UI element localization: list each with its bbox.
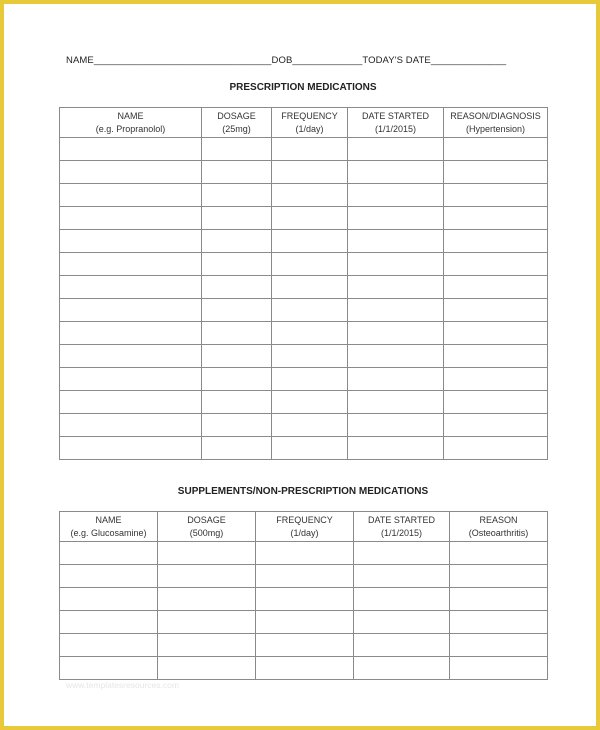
sup-empty-cell [158,565,256,588]
table-row [60,565,548,588]
rx-empty-cell [348,345,444,368]
table-row [60,322,548,345]
rx-empty-cell [60,161,202,184]
prescription-table [59,107,548,460]
rx-empty-cell [202,276,272,299]
rx-empty-cell [202,138,272,161]
rx-empty-cell [60,207,202,230]
sup-empty-cell [450,611,548,634]
sup-empty-cell [354,565,450,588]
sup-empty-cell [354,542,450,565]
rx-empty-cell [202,437,272,460]
rx-empty-cell [272,437,348,460]
table-row [60,207,548,230]
sup-empty-cell [60,611,158,634]
rx-empty-cell [444,207,548,230]
rx-empty-cell [444,184,548,207]
table-row [60,611,548,634]
sup-empty-cell [256,542,354,565]
table-row [60,230,548,253]
rx-empty-cell [60,299,202,322]
sup-empty-cell [158,542,256,565]
sup-empty-cell [60,565,158,588]
table-row [60,414,548,437]
rx-empty-cell [444,230,548,253]
rx-empty-cell [272,207,348,230]
sup-empty-cell [158,657,256,680]
rx-empty-cell [348,437,444,460]
sup-empty-cell [354,657,450,680]
rx-empty-cell [348,414,444,437]
rx-empty-cell [60,253,202,276]
sup-empty-cell [60,634,158,657]
rx-empty-cell [60,138,202,161]
rx-empty-cell [60,184,202,207]
rx-empty-cell [272,414,348,437]
rx-header-frequency: FREQUENCY (1/day) [272,108,348,138]
rx-empty-cell [272,161,348,184]
sup-empty-cell [158,588,256,611]
rx-empty-cell [272,230,348,253]
sup-header-date-started: DATE STARTED (1/1/2015) [354,512,450,542]
rx-empty-cell [272,345,348,368]
rx-empty-cell [444,391,548,414]
rx-empty-cell [272,276,348,299]
rx-empty-cell [444,276,548,299]
table-row [60,657,548,680]
table-row [60,299,548,322]
sup-empty-cell [450,634,548,657]
rx-empty-cell [60,230,202,253]
sup-empty-cell [60,588,158,611]
supplements-table [59,511,548,680]
sup-empty-cell [256,634,354,657]
sup-header-dosage: DOSAGE (500mg) [158,512,256,542]
rx-empty-cell [202,322,272,345]
rx-empty-cell [60,437,202,460]
rx-empty-cell [272,253,348,276]
rx-empty-cell [348,276,444,299]
rx-empty-cell [348,368,444,391]
sup-empty-cell [256,565,354,588]
sup-empty-cell [450,657,548,680]
rx-empty-cell [202,207,272,230]
rx-empty-cell [202,253,272,276]
rx-empty-cell [202,184,272,207]
rx-empty-cell [60,345,202,368]
rx-empty-cell [272,138,348,161]
prescription-title: PRESCRIPTION MEDICATIONS [229,82,377,93]
sup-header-reason: REASON (Osteoarthritis) [450,512,548,542]
sup-header-frequency: FREQUENCY (1/day) [256,512,354,542]
patient-info-line: NAME_________________________________DOB_____________TODAY'S DATE______________ [66,55,507,66]
sup-empty-cell [354,611,450,634]
table-row [60,253,548,276]
rx-header-date-started: DATE STARTED (1/1/2015) [348,108,444,138]
rx-empty-cell [348,391,444,414]
rx-empty-cell [444,414,548,437]
sup-empty-cell [256,588,354,611]
rx-empty-cell [348,138,444,161]
table-row [60,368,548,391]
sup-empty-cell [450,542,548,565]
sup-header-name: NAME (e.g. Glucosamine) [60,512,158,542]
rx-empty-cell [348,230,444,253]
rx-empty-cell [202,391,272,414]
watermark: www.templatesresources.com [66,680,179,690]
rx-empty-cell [60,368,202,391]
table-row [60,634,548,657]
rx-empty-cell [444,253,548,276]
sup-empty-cell [60,657,158,680]
rx-empty-cell [60,414,202,437]
sup-empty-cell [450,588,548,611]
rx-header-dosage: DOSAGE (25mg) [202,108,272,138]
sup-empty-cell [354,634,450,657]
table-row [60,542,548,565]
rx-empty-cell [444,161,548,184]
table-row [60,184,548,207]
supplements-title: SUPPLEMENTS/NON-PRESCRIPTION MEDICATIONS [177,486,429,497]
rx-empty-cell [202,230,272,253]
table-row [60,588,548,611]
table-row [60,437,548,460]
rx-empty-cell [272,368,348,391]
sup-empty-cell [256,657,354,680]
rx-empty-cell [272,322,348,345]
rx-empty-cell [202,414,272,437]
rx-empty-cell [444,299,548,322]
sup-empty-cell [450,565,548,588]
rx-empty-cell [60,391,202,414]
rx-empty-cell [202,345,272,368]
table-row [60,391,548,414]
rx-empty-cell [272,184,348,207]
rx-empty-cell [348,253,444,276]
rx-empty-cell [202,368,272,391]
rx-empty-cell [202,161,272,184]
rx-empty-cell [348,184,444,207]
rx-empty-cell [444,368,548,391]
rx-empty-cell [348,161,444,184]
rx-empty-cell [60,322,202,345]
table-row [60,345,548,368]
sup-empty-cell [256,611,354,634]
sup-empty-cell [158,634,256,657]
table-row [60,161,548,184]
rx-header-name: NAME (e.g. Propranolol) [60,108,202,138]
rx-empty-cell [348,322,444,345]
rx-empty-cell [202,299,272,322]
rx-empty-cell [444,345,548,368]
rx-empty-cell [60,276,202,299]
rx-empty-cell [348,299,444,322]
rx-empty-cell [272,391,348,414]
rx-empty-cell [444,322,548,345]
table-row [60,138,548,161]
sup-empty-cell [60,542,158,565]
table-row [60,276,548,299]
rx-empty-cell [444,138,548,161]
rx-empty-cell [272,299,348,322]
sup-empty-cell [158,611,256,634]
rx-empty-cell [348,207,444,230]
rx-header-reason: REASON/DIAGNOSIS (Hypertension) [444,108,548,138]
rx-empty-cell [444,437,548,460]
sup-empty-cell [354,588,450,611]
